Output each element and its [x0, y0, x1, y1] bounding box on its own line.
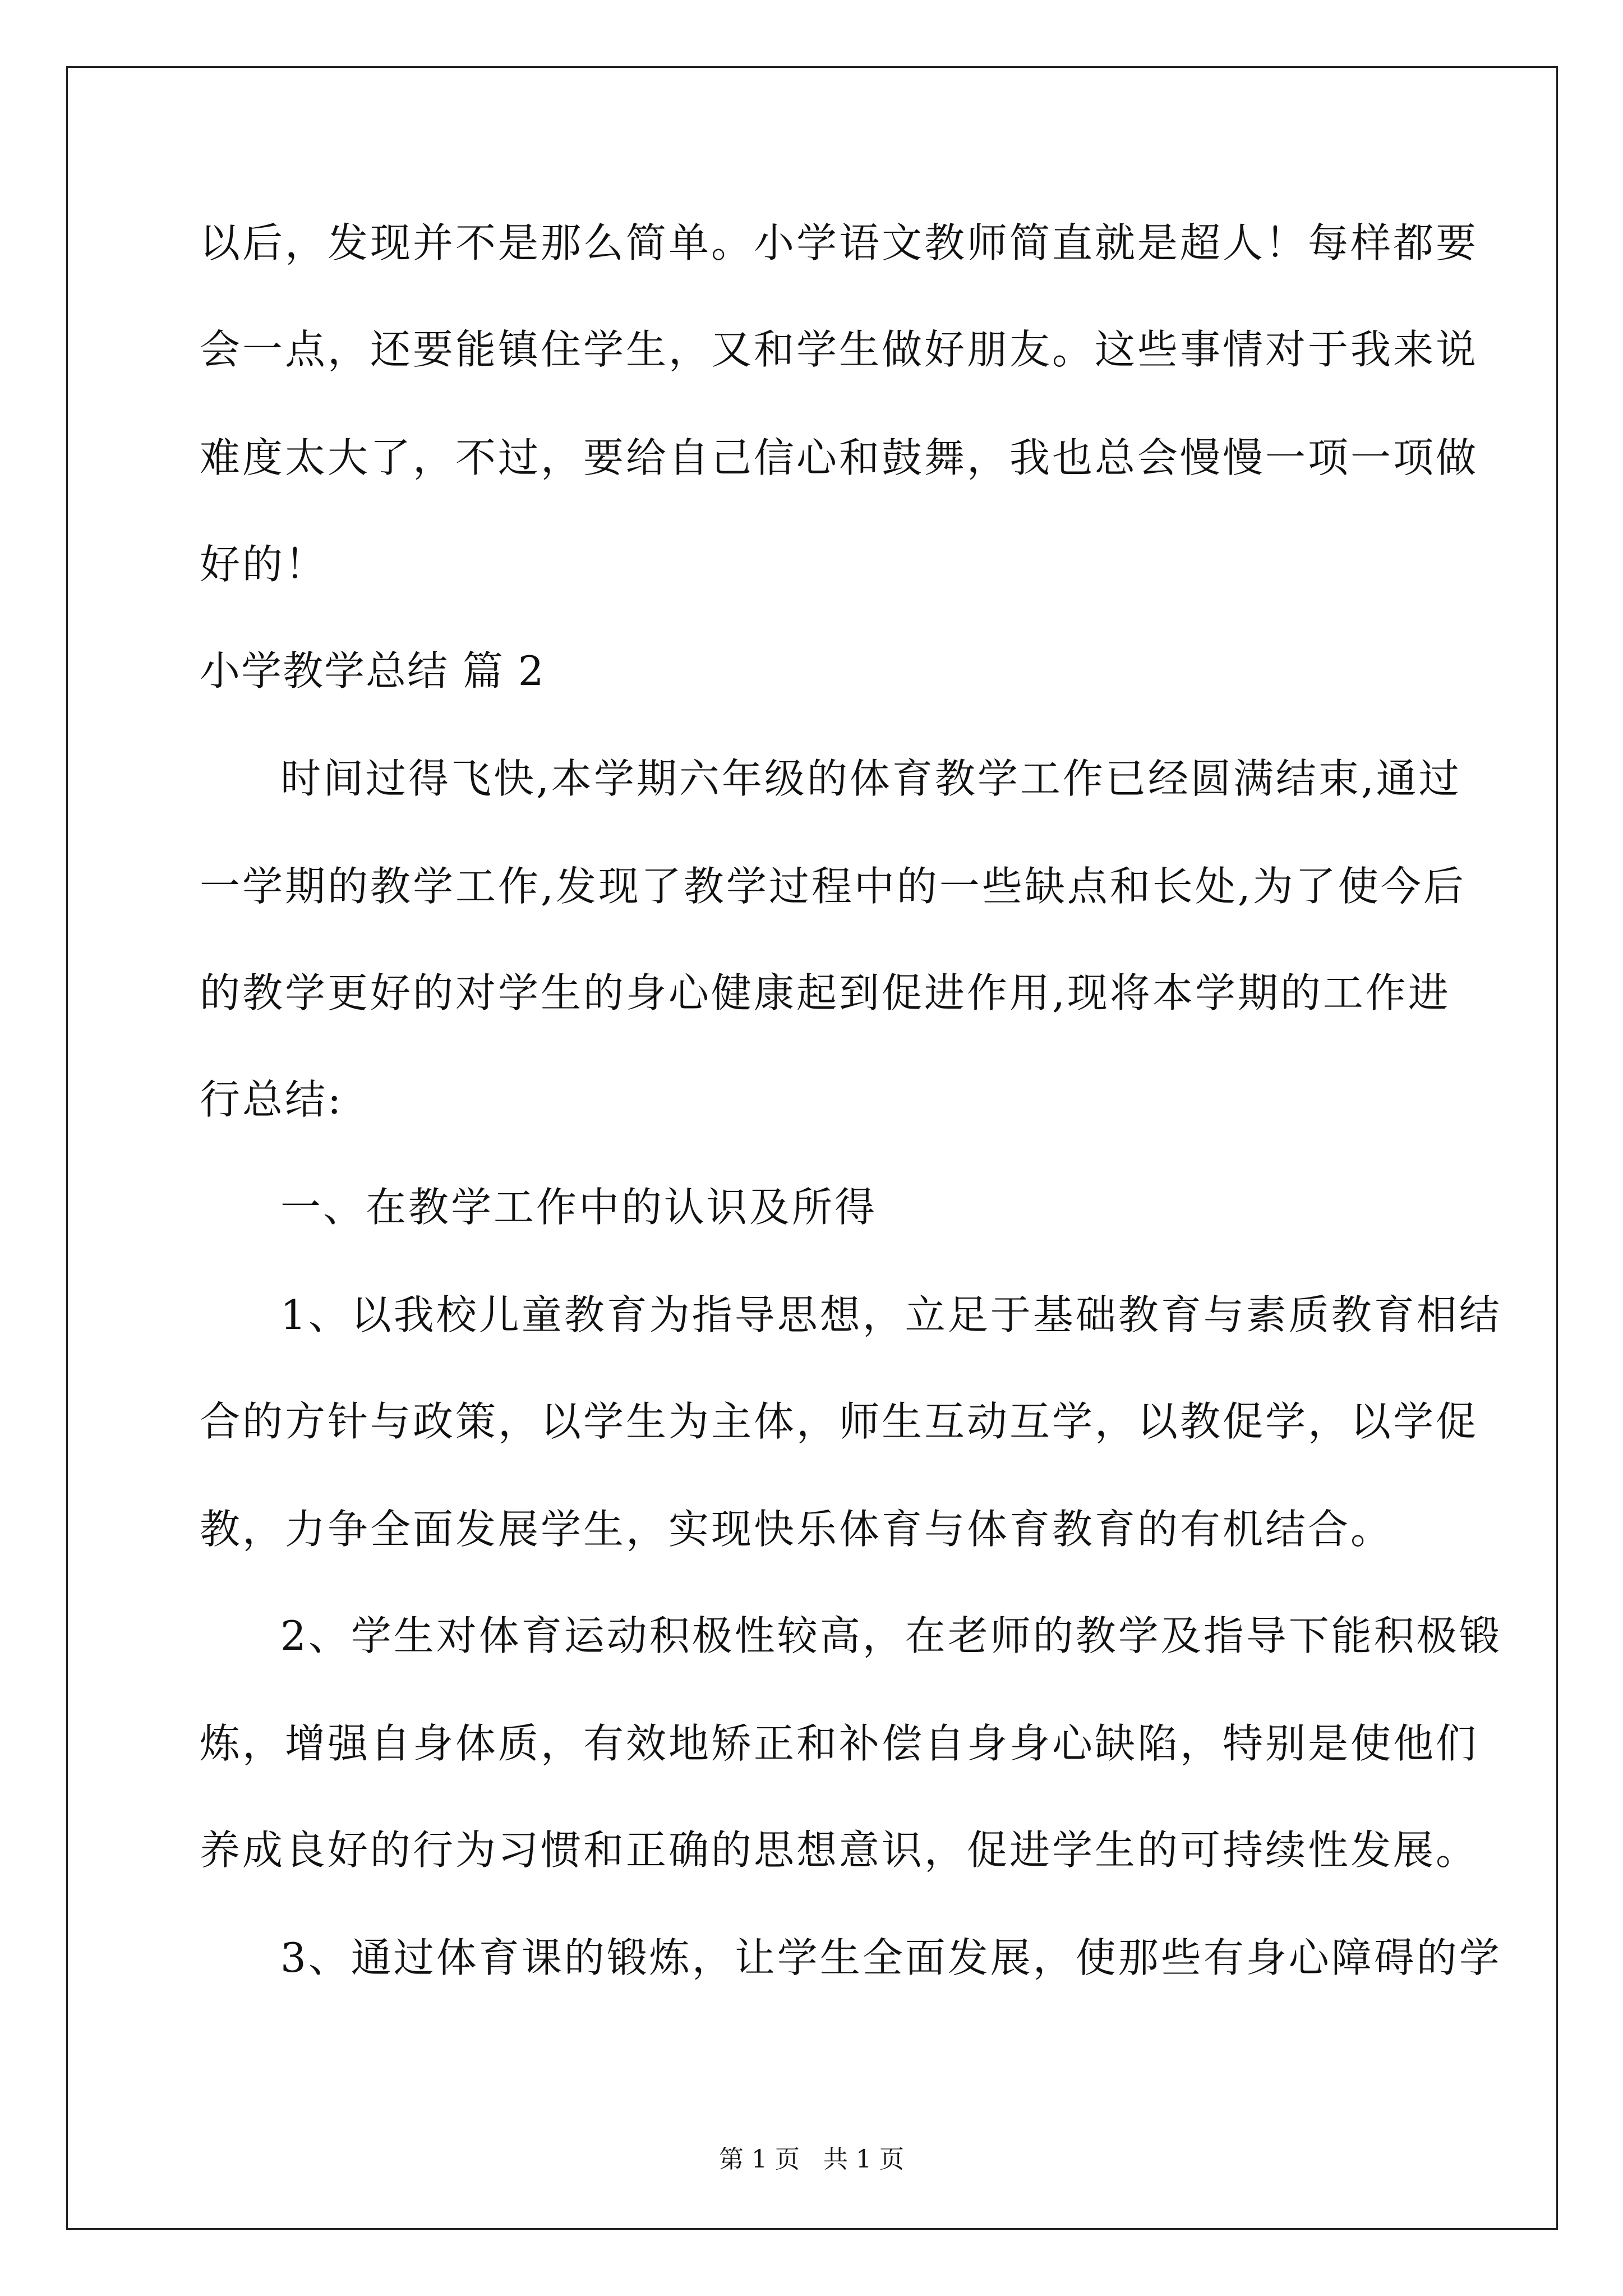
paragraph-line: 1、以我校儿童教育为指导思想，立足于基础教育与素质教育相结 — [280, 1291, 1502, 1338]
paragraph-line: 难度太大了，不过，要给自己信心和鼓舞，我也总会慢慢一项一项做 — [200, 434, 1479, 481]
paragraph-line: 合的方针与政策，以学生为主体，师生互动互学，以教促学，以学促 — [200, 1398, 1479, 1445]
subsection-heading: 一、在教学工作中的认识及所得 — [280, 1184, 878, 1231]
paragraph-line: 一学期的教学工作,发现了教学过程中的一些缺点和长处,为了使今后 — [200, 863, 1466, 910]
paragraph-line: 炼，增强自身体质，有效地矫正和补偿自身身心缺陷，特别是使他们 — [200, 1720, 1479, 1767]
paragraph-line: 以后，发现并不是那么简单。小学语文教师简直就是超人！每样都要 — [200, 219, 1479, 266]
paragraph-line: 行总结: — [200, 1076, 344, 1123]
page-footer: 第 1 页 共 1 页 — [719, 2145, 904, 2174]
paragraph-line: 会一点，还要能镇住学生，又和学生做好朋友。这些事情对于我来说 — [200, 326, 1479, 373]
paragraph-line: 好的！ — [200, 541, 328, 588]
section-heading: 小学教学总结 篇 2 — [200, 647, 545, 694]
paragraph-line: 2、学生对体育运动积极性较高，在老师的教学及指导下能积极锻 — [280, 1612, 1502, 1659]
paragraph-line: 的教学更好的对学生的身心健康起到促进作用,现将本学期的工作进 — [200, 969, 1451, 1016]
paragraph-line: 3、通过体育课的锻炼，让学生全面发展，使那些有身心障碍的学 — [280, 1934, 1502, 1981]
paragraph-line: 养成良好的行为习惯和正确的思想意识，促进学生的可持续性发展。 — [200, 1826, 1479, 1874]
paragraph-line: 时间过得飞快,本学期六年级的体育教学工作已经圆满结束,通过 — [280, 755, 1461, 802]
paragraph-line: 教，力争全面发展学生，实现快乐体育与体育教育的有机结合。 — [200, 1506, 1394, 1553]
page-border — [66, 66, 1558, 2230]
